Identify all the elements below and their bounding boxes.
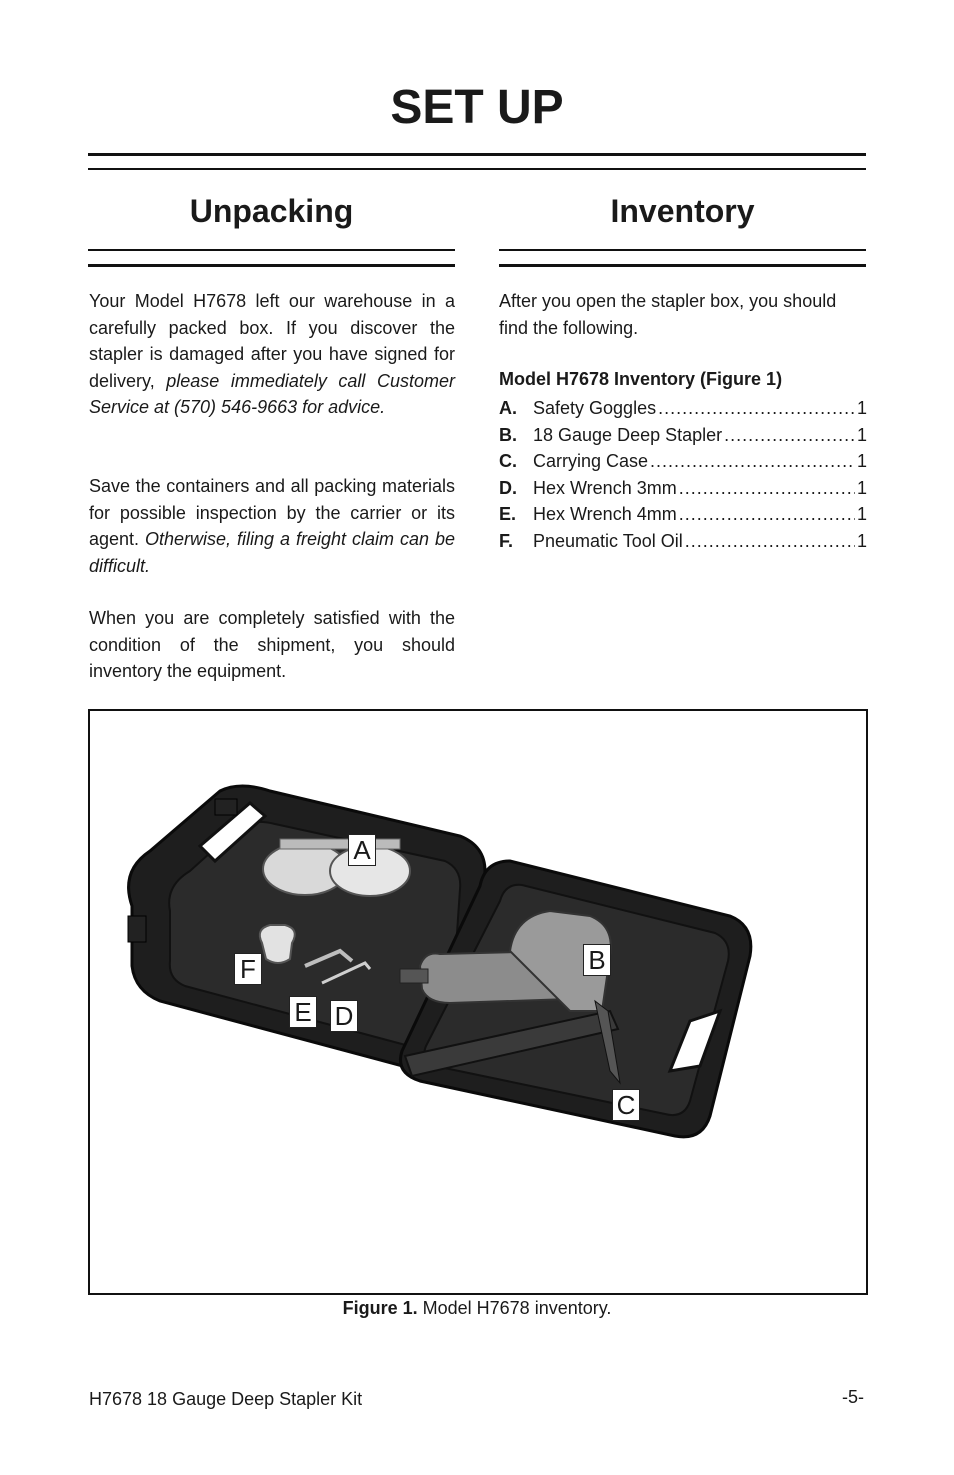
- inventory-item: C. Carrying Case ..... 1: [499, 448, 867, 475]
- inventory-item: F. Pneumatic Tool Oil ..... 1: [499, 528, 867, 555]
- stapler-kit-illustration: [90, 711, 866, 1293]
- inventory-heading: Inventory: [610, 193, 755, 229]
- footer-model: H7678 18 Gauge Deep Stapler Kit: [89, 1389, 363, 1409]
- inventory-list: [499, 395, 867, 554]
- callout-e: E: [289, 996, 317, 1028]
- unpacking-paragraph-3: When you are completely satisfied with the condition of the shipment, you should inventory the equipment.: [89, 608, 455, 681]
- title-rule-top: [88, 153, 866, 156]
- goggles-strap-icon: [280, 839, 400, 849]
- figure-1: [88, 709, 868, 1295]
- dot-leader: [724, 422, 855, 449]
- inventory-list-title: Model H7678 Inventory (Figure 1): [499, 369, 783, 389]
- dot-leader: [658, 395, 855, 422]
- title-rule-bottom: [88, 168, 866, 170]
- callout-f: F: [234, 953, 262, 985]
- page-number: -5-: [842, 1387, 864, 1407]
- callout-b: B: [583, 944, 611, 976]
- latch-icon: [128, 916, 146, 942]
- inventory-item: D. Hex Wrench 3mm ..... 1: [499, 475, 867, 502]
- callout-d: D: [330, 1000, 358, 1032]
- inventory-item: B. 18 Gauge Deep Stapler ..... 1: [499, 422, 867, 449]
- dot-leader: [685, 528, 855, 555]
- latch-icon: [215, 799, 237, 815]
- inventory-intro: After you open the stapler box, you should find the following.: [499, 291, 837, 338]
- unpacking-rule-top: [88, 249, 455, 251]
- dot-leader: [650, 448, 855, 475]
- callout-c: C: [612, 1089, 640, 1121]
- inventory-item: A. Safety Goggles ..... 1: [499, 395, 867, 422]
- inventory-rule-bottom: [499, 264, 866, 267]
- unpacking-paragraph-1: Your Model H7678 left our warehouse in a carefully packed box. If you discover the stapler is damaged after you have signed for delivery, please immediately call Customer Service at (570) 546-9663 for advice.: [89, 291, 455, 417]
- figure-caption: Figure 1. Model H7678 inventory.: [342, 1298, 612, 1318]
- dot-leader: [679, 475, 855, 502]
- callout-a: A: [348, 834, 376, 866]
- unpacking-heading: Unpacking: [189, 193, 354, 229]
- oil-bottle-icon: [260, 925, 295, 963]
- unpacking-paragraph-2: Save the containers and all packing materials for possible inspection by the carrier or its agent. Otherwise, filing a freight claim can be difficult.: [89, 476, 455, 576]
- page-title: SET UP: [390, 81, 564, 134]
- unpacking-rule-bottom: [88, 264, 455, 267]
- inventory-item: E. Hex Wrench 4mm ..... 1: [499, 501, 867, 528]
- air-inlet-icon: [400, 969, 428, 983]
- inventory-rule-top: [499, 249, 866, 251]
- dot-leader: [679, 501, 855, 528]
